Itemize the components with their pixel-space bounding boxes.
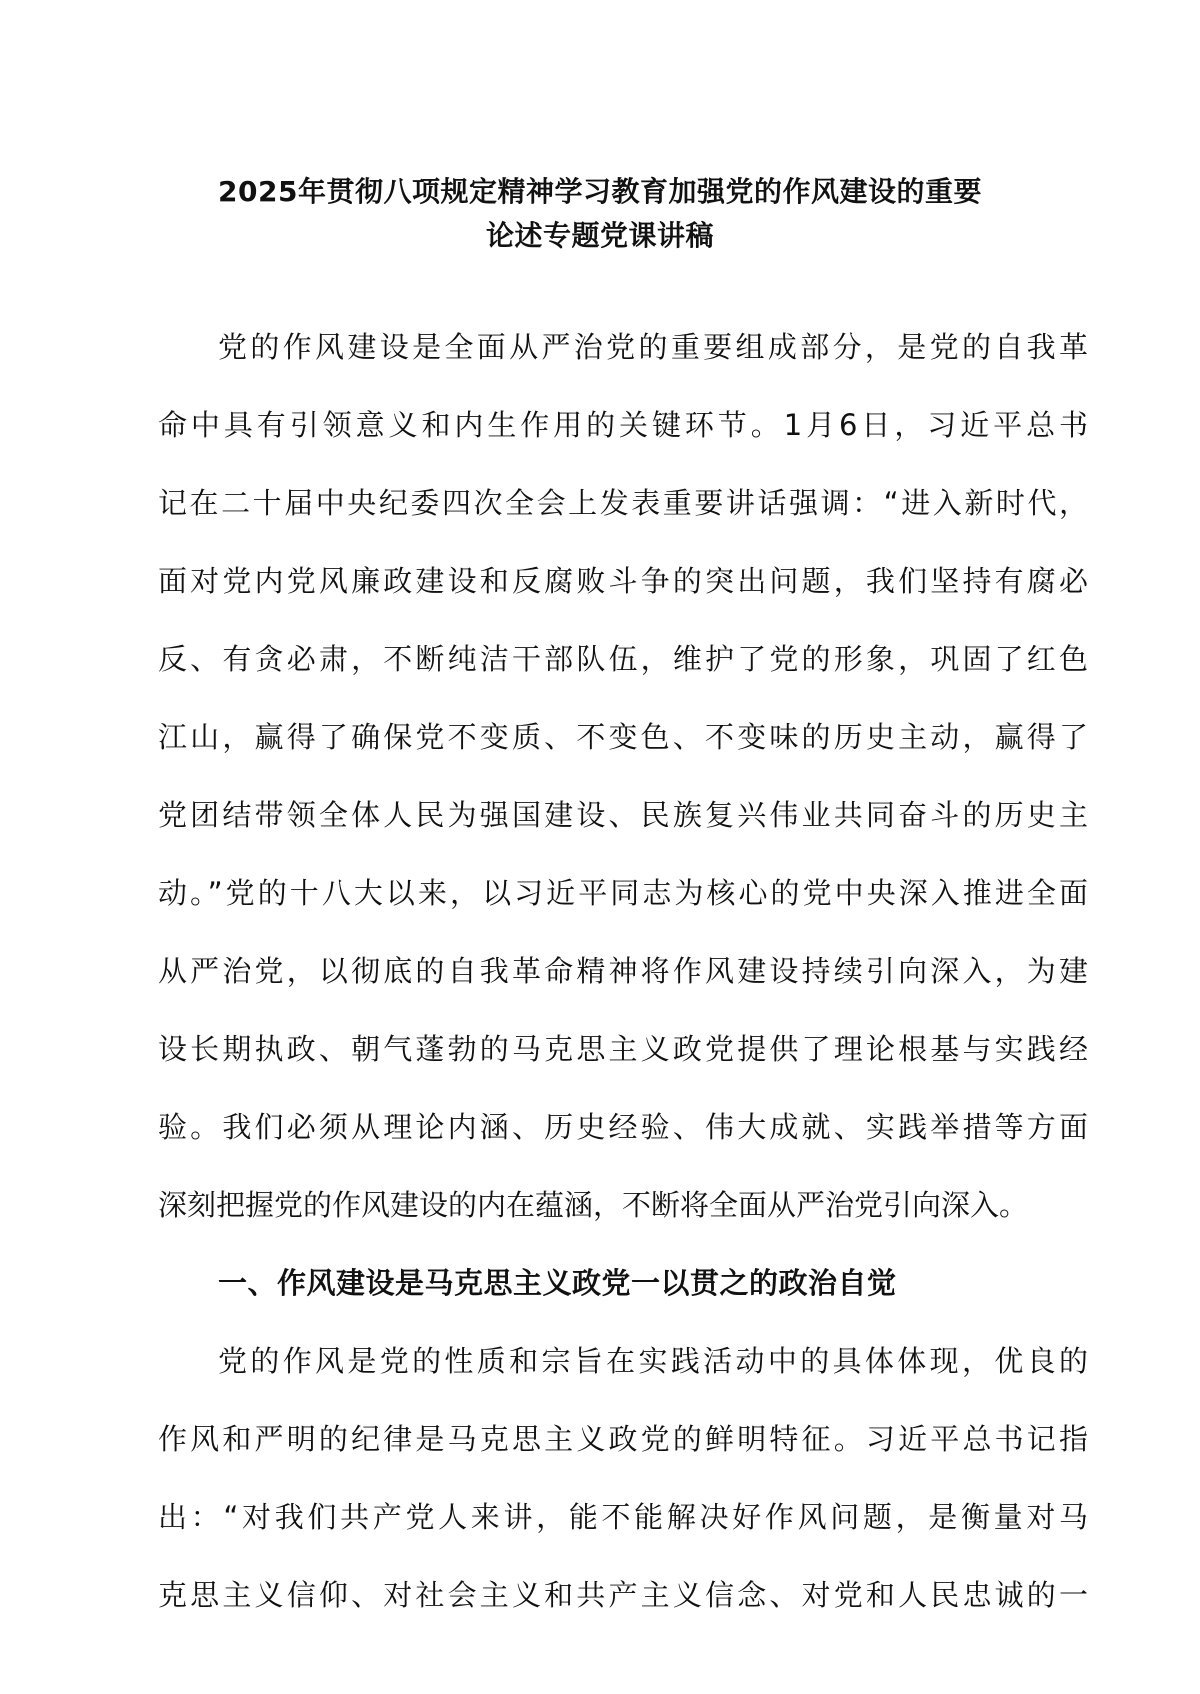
paragraph-line: 面对党内党风廉政建设和反腐败斗争的突出问题，我们坚持有腐必 [158, 564, 1088, 598]
paragraph-line: 出：“对我们共产党人来讲，能不能解决好作风问题，是衡量对马 [158, 1500, 1088, 1534]
paragraph-line: 从严治党，以彻底的自我革命精神将作风建设持续引向深入，为建 [158, 954, 1088, 988]
title-line-2: 论述专题党课讲稿 [485, 219, 714, 252]
document-body [158, 308, 1088, 1634]
paragraph-line: 党团结带领全体人民为强国建设、民族复兴伟业共同奋斗的历史主 [158, 798, 1088, 832]
paragraph-line: 反、有贪必肃，不断纯洁干部队伍，维护了党的形象，巩固了红色 [158, 642, 1088, 676]
document-title [150, 170, 1050, 258]
paragraph-line: 记在二十届中央纪委四次全会上发表重要讲话强调：“进入新时代， [158, 486, 1088, 520]
paragraph-line: 党的作风是党的性质和宗旨在实践活动中的具体体现，优良的 [218, 1344, 1088, 1378]
paragraph-line: 克思主义信仰、对社会主义和共产主义信念、对党和人民忠诚的一 [158, 1578, 1088, 1612]
paragraph-line: 江山，赢得了确保党不变质、不变色、不变味的历史主动，赢得了 [158, 720, 1088, 754]
paragraph-line: 党的作风建设是全面从严治党的重要组成部分，是党的自我革 [218, 330, 1088, 364]
title-line-1: 2025年贯彻八项规定精神学习教育加强党的作风建设的重要 [218, 175, 982, 208]
section-heading: 一、作风建设是马克思主义政党一以贯之的政治自觉 [218, 1266, 897, 1300]
paragraph-line: 深刻把握党的作风建设的内在蕴涵，不断将全面从严治党引向深入。 [158, 1188, 1029, 1222]
paragraph-line: 验。我们必须从理论内涵、历史经验、伟大成就、实践举措等方面 [158, 1110, 1088, 1144]
paragraph-line: 设长期执政、朝气蓬勃的马克思主义政党提供了理论根基与实践经 [158, 1032, 1088, 1066]
paragraph-line: 命中具有引领意义和内生作用的关键环节。1月6日，习近平总书 [158, 408, 1088, 442]
paragraph-line: 作风和严明的纪律是马克思主义政党的鲜明特征。习近平总书记指 [158, 1422, 1088, 1456]
paragraph-line: 动。”党的十八大以来，以习近平同志为核心的党中央深入推进全面 [158, 876, 1088, 910]
